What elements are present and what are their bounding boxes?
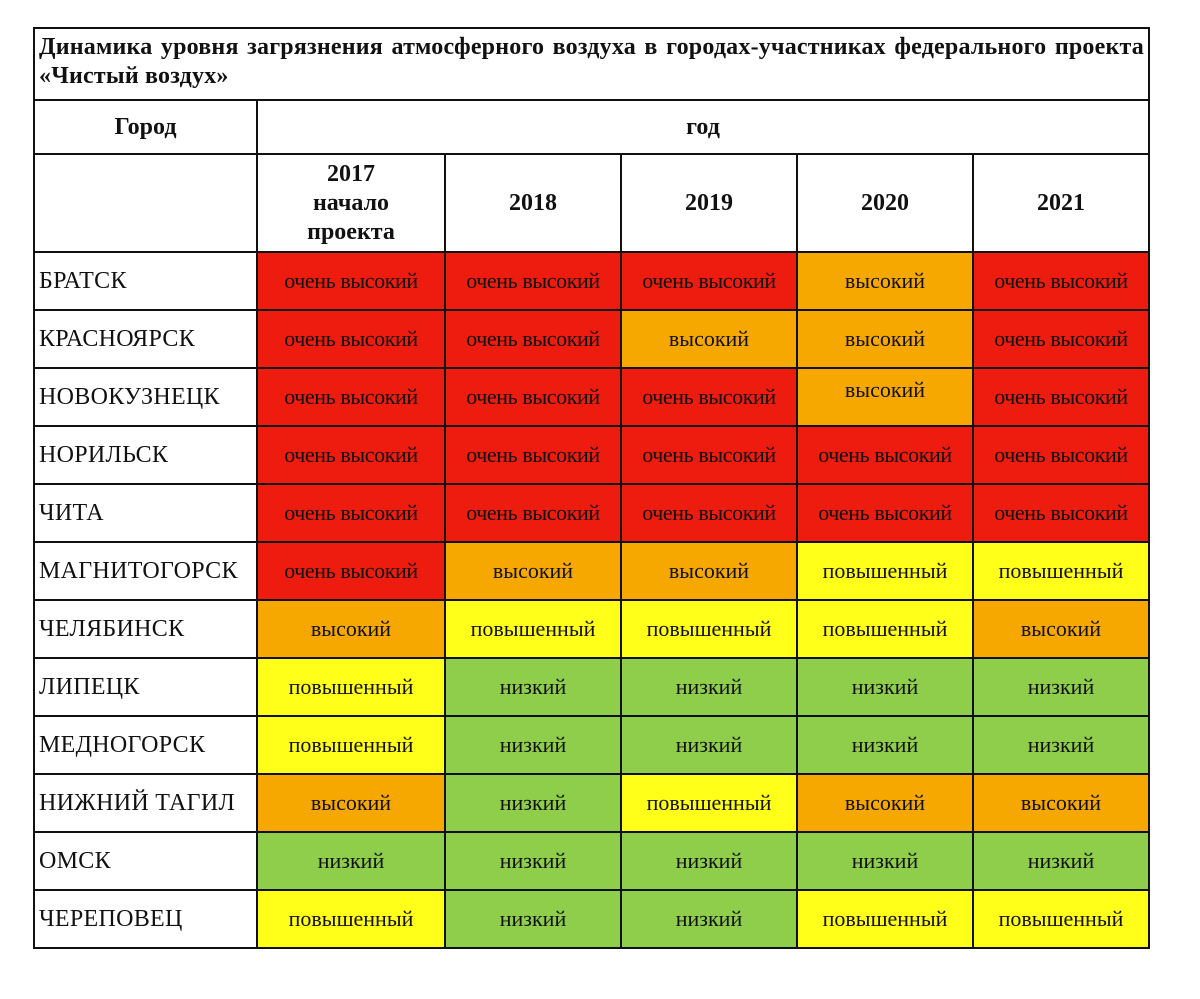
table-row [34,716,1149,774]
table-row [34,890,1149,948]
pollution-level-cell: повышенный [621,774,797,832]
pollution-level-cell: очень высокий [973,310,1149,368]
pollution-level-cell: очень высокий [445,252,621,310]
table-row [34,252,1149,310]
city-name: МАГНИТОГОРСК [34,542,257,600]
city-name: ОМСК [34,832,257,890]
pollution-level-cell: очень высокий [797,484,973,542]
city-name: НОВОКУЗНЕЦК [34,368,257,426]
pollution-level-cell: высокий [797,368,973,426]
pollution-level-cell: очень высокий [257,252,445,310]
table-row [34,484,1149,542]
pollution-level-cell: очень высокий [445,310,621,368]
pollution-level-cell: низкий [621,890,797,948]
years-row-corner [34,154,257,252]
pollution-level-cell: высокий [445,542,621,600]
pollution-level-cell: низкий [445,890,621,948]
pollution-level-cell: повышенный [973,890,1149,948]
pollution-level-cell: низкий [445,832,621,890]
pollution-level-cell: повышенный [797,890,973,948]
pollution-level-cell: низкий [621,832,797,890]
pollution-level-cell: очень высокий [621,426,797,484]
table-title: Динамика уровня загрязнения атмосферного воздуха в городах-участниках федерального проекта «Чистый воздух» [34,28,1149,100]
pollution-level-cell: низкий [445,658,621,716]
year-header-line: 2020 [861,189,909,216]
pollution-level-cell: низкий [973,832,1149,890]
year-column-header: год [257,100,1149,154]
pollution-level-cell: низкий [797,716,973,774]
pollution-level-cell: низкий [445,774,621,832]
pollution-level-cell: низкий [257,832,445,890]
pollution-level-cell: высокий [797,252,973,310]
year-header-line: 2017 [327,160,375,187]
pollution-level-cell: высокий [257,774,445,832]
pollution-level-cell: низкий [973,658,1149,716]
year-header-line: 2019 [685,189,733,216]
pollution-level-cell: высокий [797,774,973,832]
pollution-level-cell: очень высокий [257,368,445,426]
city-name: ЧЕЛЯБИНСК [34,600,257,658]
city-column-header: Город [34,100,257,154]
pollution-level-cell: повышенный [257,658,445,716]
pollution-level-cell: высокий [621,542,797,600]
pollution-level-cell: повышенный [797,600,973,658]
pollution-table [33,27,1150,949]
pollution-level-cell: низкий [973,716,1149,774]
city-name: ЧЕРЕПОВЕЦ [34,890,257,948]
year-header [973,154,1149,252]
table-row [34,426,1149,484]
pollution-level-cell: очень высокий [257,484,445,542]
pollution-level-cell: очень высокий [621,368,797,426]
city-name: ЧИТА [34,484,257,542]
pollution-level-cell: очень высокий [445,426,621,484]
pollution-level-cell: очень высокий [973,484,1149,542]
pollution-level-cell: высокий [257,600,445,658]
title-row [34,28,1149,100]
year-header-line: проекта [307,218,395,245]
year-header-line: 2018 [509,189,557,216]
city-name: ЛИПЕЦК [34,658,257,716]
pollution-level-cell: очень высокий [973,426,1149,484]
city-name: НИЖНИЙ ТАГИЛ [34,774,257,832]
city-name: КРАСНОЯРСК [34,310,257,368]
year-header [445,154,621,252]
pollution-level-cell: очень высокий [257,542,445,600]
table-row [34,542,1149,600]
table-row [34,832,1149,890]
header-row [34,100,1149,154]
pollution-level-cell: повышенный [257,716,445,774]
pollution-level-cell: высокий [973,774,1149,832]
pollution-level-cell: очень высокий [257,310,445,368]
pollution-level-cell: очень высокий [445,484,621,542]
pollution-level-cell: повышенный [973,542,1149,600]
pollution-level-cell: очень высокий [445,368,621,426]
pollution-level-cell: низкий [797,832,973,890]
pollution-level-cell: повышенный [797,542,973,600]
city-name: МЕДНОГОРСК [34,716,257,774]
pollution-level-cell: высокий [621,310,797,368]
pollution-level-cell: повышенный [257,890,445,948]
table-row [34,658,1149,716]
years-row [34,154,1149,252]
table-body [34,28,1149,948]
table-row [34,368,1149,426]
pollution-level-cell: низкий [621,658,797,716]
pollution-level-cell: очень высокий [797,426,973,484]
pollution-level-cell: низкий [797,658,973,716]
city-name: НОРИЛЬСК [34,426,257,484]
pollution-level-cell: повышенный [445,600,621,658]
year-header-line: начало [312,189,390,216]
pollution-level-cell: очень высокий [621,484,797,542]
city-name: БРАТСК [34,252,257,310]
table-row [34,774,1149,832]
pollution-level-cell: низкий [621,716,797,774]
pollution-level-cell: очень высокий [973,368,1149,426]
table-row [34,600,1149,658]
pollution-level-cell: высокий [797,310,973,368]
pollution-level-cell: высокий [973,600,1149,658]
year-header [621,154,797,252]
pollution-level-cell: очень высокий [257,426,445,484]
table-row [34,310,1149,368]
pollution-level-cell: низкий [445,716,621,774]
pollution-level-cell: очень высокий [973,252,1149,310]
year-header [797,154,973,252]
pollution-level-cell: очень высокий [621,252,797,310]
year-header [257,154,445,252]
pollution-level-cell: повышенный [621,600,797,658]
year-header-line: 2021 [1037,189,1085,216]
